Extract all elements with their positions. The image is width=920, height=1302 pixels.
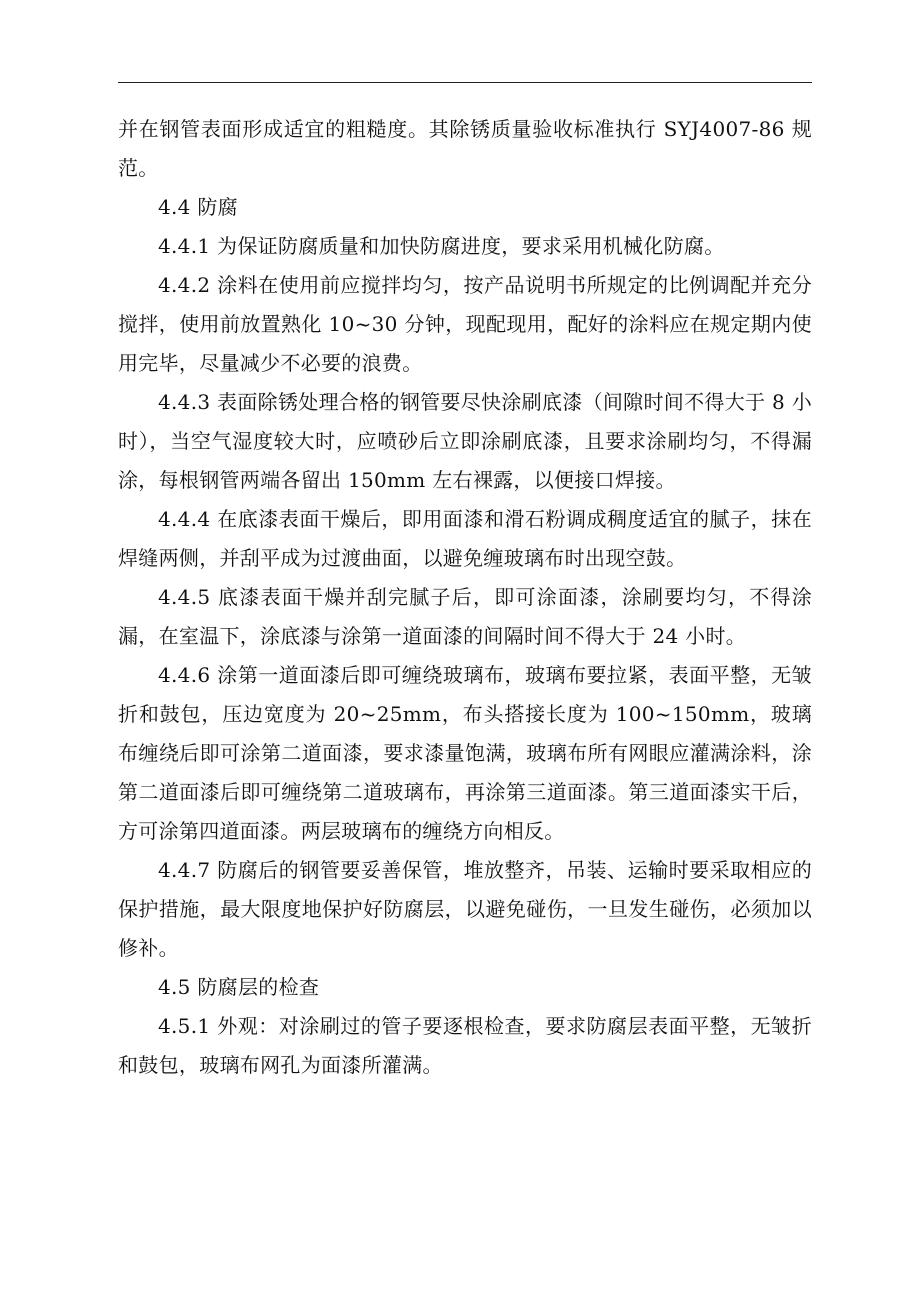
paragraph-rust-removal-continuation: 并在钢管表面形成适宜的粗糙度。其除锈质量验收标准执行 SYJ4007-86 规范。 (118, 117, 812, 180)
paragraph-4-4-4: 4.4.4 在底漆表面干燥后，即用面漆和滑石粉调成稠度适宜的腻子，抹在焊缝两侧，并刮平成为过渡曲面，以避免缠玻璃布时出现空鼓。 (118, 507, 812, 570)
paragraph-4-4-5: 4.4.5 底漆表面干燥并刮完腻子后，即可涂面漆，涂刷要均匀，不得涂漏，在室温下，涂底漆与涂第一道面漆的间隔时间不得大于 24 小时。 (118, 585, 812, 648)
section-heading-4-5: 4.5 防腐层的检查 (158, 975, 320, 999)
section-heading-4-4: 4.4 防腐 (158, 195, 238, 219)
paragraph-4-4-3: 4.4.3 表面除锈处理合格的钢管要尽快涂刷底漆（间隙时间不得大于 8 小时），当空气湿度较大时，应喷砂后立即涂刷底漆，且要求涂刷均匀，不得漏涂，每根钢管两端各留出 150mm 左右裸露，以便接口焊接。 (118, 390, 812, 492)
paragraph-4-4-7: 4.4.7 防腐后的钢管要妥善保管，堆放整齐，吊装、运输时要采取相应的保护措施，最大限度地保护好防腐层，以避免碰伤，一旦发生碰伤，必须加以修补。 (118, 858, 812, 960)
paragraph-4-4-2: 4.4.2 涂料在使用前应搅拌均匀，按产品说明书所规定的比例调配并充分搅拌，使用前放置熟化 10~30 分钟，现配现用，配好的涂料应在规定期内使用完毕，尽量减少不必要的浪费。 (118, 273, 812, 375)
document-body (118, 110, 812, 1085)
paragraph-4-4-6: 4.4.6 涂第一道面漆后即可缠绕玻璃布，玻璃布要拉紧，表面平整，无皱折和鼓包，压边宽度为 20~25mm，布头搭接长度为 100~150mm，玻璃布缠绕后即可涂第二道面漆，要求漆量饱满，玻璃布所有网眼应灌满涂料，涂第二道面漆后即可缠绕第二道玻璃布，再涂第三道面漆。第三道面漆实干后，方可涂第四道面漆。两层玻璃布的缠绕方向相反。 (118, 663, 812, 843)
paragraph-4-5-1: 4.5.1 外观：对涂刷过的管子要逐根检查，要求防腐层表面平整，无皱折和鼓包，玻璃布网孔为面漆所灌满。 (118, 1014, 812, 1077)
paragraph-4-4-1: 4.4.1 为保证防腐质量和加快防腐进度，要求采用机械化防腐。 (158, 234, 725, 258)
header-rule (118, 82, 812, 83)
